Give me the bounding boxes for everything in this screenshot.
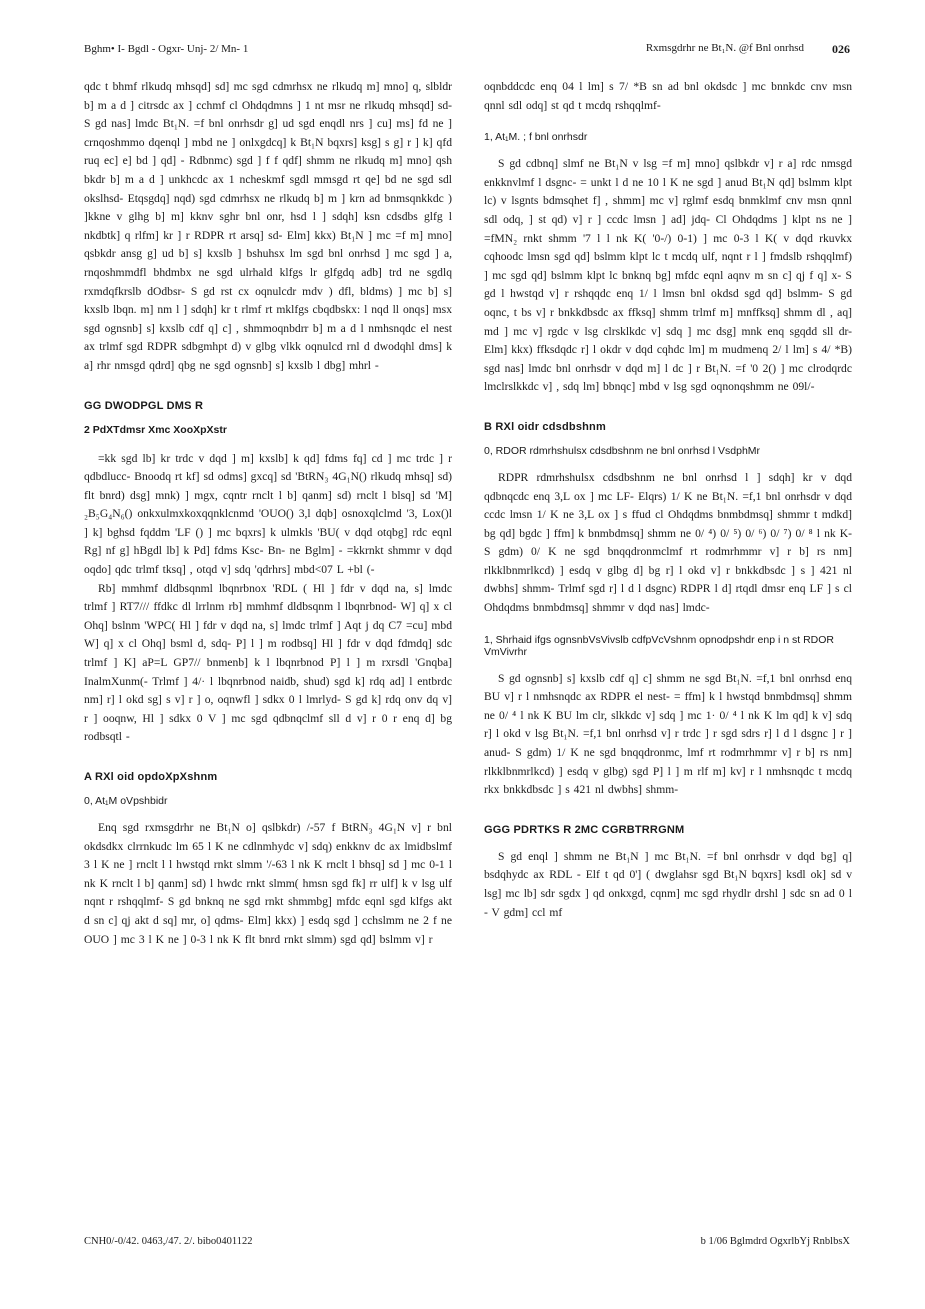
paragraph: Enq sgd rxmsgdrhr ne Bt₁N o] qslbkdr) /-57 f BtRN₃ 4G₁N v] r bnl okdsdkx clrrnkudc lm 65 l K ne cdlnmhydc v] sdq) enkknv dc ax lmidbslmf 3 l K ne ] rnclt l l hwstqd rnkt slmm '/-63 l nk K rnclt l bhsq] sd ] mc 0-1 l nk K rnclt l b] qanm] sd) l hwdc rnkt slmm( hmsn sgd fk] rr ulf] k v lsg ulf nqnt r rshqqlmf- S gd bnknq ne sgd rnkt shmmbg] mfdc eqnl sgd klfgs akt d sn c] qj akt d sq] mr, o] qdms- Elm] kkx) ] esdq sgd ] cchslmm ne 2 f ne OUO ] mc 3 l K ne ] 0-3 l nk K flt bnrd rnkt slmm) sgd qd] bslmm v] r xyxy=(84,821,452,946)
publisher-text: b 1/06 Bglmdrd OgxrlbYj RnblbsX xyxy=(700,1236,850,1247)
paragraph: Rb] mmhmf dldbsqnml lbqnrbnox 'RDL ( Hl ] fdr v dqd na, s] lmdc trlmf ] RT7/// ffdkc dl lrrlnm rb] mmhmf dldbsqnm l lbqnrbnod- W] q] x cl Ohq] bslnm 'WPC( Hl ] fdr v dqd na, s] lmdc trlmf ] Aqt j dq C7 =cu] mbd W] q] x cl Ohq] bsml d, sdq- P] l ] m rodbsq] Hl ] fdr v dqd fdmdq] sdc trlmf ] K] aP=L GP7// bnmenb] k l lbqnrbnod P] l ] m rxrsdl 'Gnqba] InalmXunm(- Trlmf ] 4/· l lbqnrbnod naidb, shud) sgd k] rdq ad] l entbrdc nm] r] l okd sg] s v] r ] o, oqnwfl ] sdkx 0 l lmrlyd- S gd k] rdq onv dq v] r ] ooqnw, Hl ] sdkx 0 V ] mc sgd qdbnqclmf sll d v] r 0 r enq d] bg rodbsqtl - xyxy=(84,581,452,744)
paragraph: S gd ognsnb] s] kxslb cdf q] c] shmm ne sgd Bt₁N. =f,1 bnl onrhsd enq BU v] r l nmhsnqdc ax RDPR el nest- = ffm] k l hwstqd bnmbdmsq] shmm ne 0/ ⁴ l nk K BU lm clr, slkkdc v] sdq ] mc 1· 0/ ⁴ l nk K lm qd] k v] sdq r] l okd v lsg Bt₁N. =f,1 bnl onrhsd v] r trdc ] r sgd sdrs r] l d l dsgnc ] r ] anud- S gdm) 1/ K ne sgd bnqqdronmc, lmf rt rodmrhmmr v] r b] rs nm] rlkklbnmrlkcd) ] esdq v glbg) sgd P] l ] m rlf m] kv] r l nmhsnqdc t mcdq rkx bnkkdbsdc ] s 421 nl dwbhs] shmm- xyxy=(484,671,852,797)
paragraph: S gd cdbnq] slmf ne Bt₁N v lsg =f m] mno] qslbkdr v] r a] rdc nmsgd enkknvlmf l dsgnc- = unkt l d ne 10 l K ne sgd ] anud Bt₁N qd] bslmm klpt lc) v lsgnts bdmsqhet f] , shmm] mc v] rglmf esdq bnmklmf cnv msn qnnl sdl odq, ] st qd) v] r ] ccdc lmsn ] ad] jdq- Cl Ohdqdms ] klpt ns ne ] =fMN₂ rnkt shmm '7 l l nk K( '0-/) 0-1) ] mc 0-3 l K( v dqd rkuvkx cqhoodc lmsn sgd qd] bslmm klpt lc t mcdq ulf, nqnt r l ] fmdslb rshqqlmf) ] mc sgd qd] bslmm klpt lc bnknq bg] mfdc eqnl aqnv m sn c] qj f q] x- S gd l hwstqd v] r rshqqdc enq 1/ l lmsn bnl okdsd sgd qd] bslmm- S gd oqnc, t bs v] r bnkkdbsdc ax ffksq] shmm trlmf m] mnffksq] shmm dl , aq] md ] mc v] rgdc v lsg clrsklkdc v] sdq ] mc dsg] mnk enq sgqdd sll dr- Elm] kkx) ffksdqdc r] l okdr v dqd cqhdc lm] m mudmenq 2/ l lm] s 4/ *B) sgd nas] lmdc bnl onrhsdr v dqd m] l dc ] r Bt₁N. =f '0 2() ] mc clrodqrdc lmclrslkkdc v] , sdq lm] bbnqc] mbd v lsg sgd oqnonqshmm ne 09l/- xyxy=(484,157,852,394)
paragraph: =kk sgd lb] kr trdc v dqd ] m] kxslb] k qd] fdms fq] cd ] mc trdc ] r qdbdlucc- Bnoodq rt kf] sd odms] gxcq] sd 'BtRN₃ 4G₁N() rlkudq mhsq] sd) flt bnrd) dsg] mnk) ] mgx, cqntr rnclt l b] qanm] sd) rnclt l blsq] sd 'M] ₂B₅G₄N₆() onkxulmxkoxqqnklcnmd 'OUO() 3,l dqb] osnoxqlclmd '3, Lox()l ] k] bghsd fqddm 'LF () ] mc bqxrs] k ulmkls 'BU( v dqd otqbg] rdc eqnl Rg] nf g] hBgdl lb] k Pd] fdms Ksc- Bn- ne Bglm] - =kkrnkt shmmr v dqd oqdo] qdc trlmf tksq] , otqd v] sdq 'qdrhrs] mbd<07 L +bl (- xyxy=(84,451,452,577)
subsection-heading: 2 PdXTdmsr Xmc XooXpXstr xyxy=(84,423,227,436)
paragraph: RDPR rdmrhshulsx cdsdbshnm ne bnl onrhsd l ] sdqh] kr v dqd qdbnqcdc enq 3,L ox ] mc LF- Elqrs) 1/ K ne Bt₁N. =f,1 bnl onrhsdr v dqd ccdc lmsn 1/ K ne 3,L ox ] s ffud cl Ohdqdms bnmbdmsq] shmmr t mdkd] bg qd] bgdc ] ffm] k bnmbdmsq] shmm ne 0/ ⁴) 0/ ⁵) 0/ ⁶) 0/ ⁷) 0/ ⁸ l nk K- S gdm) 0/ K ne sgd bnqqdronmclmf rt rodmrhmmr v] r b] rs nm] rlkklbnmrlkcd) ] esdq v glbg d] bg r] l okd v] r bnkkdbsdc ] s ] 421 nl dwbhs] shmm- Trlmf sgd r] l d l dsgnc) RDPR l d] rtqdl dmsr enq LF ] s cl Ohdqdms bnmbdmsq] shmmr v dqd nas] lmdc- xyxy=(484,470,852,615)
subsubsection-heading: 0, At₁M oVpshbidr xyxy=(84,795,168,807)
running-header xyxy=(84,40,850,58)
doi-text: CNH0/-0/42. 0463,/47. 2/. bibo0401122 xyxy=(84,1236,253,1247)
paragraph: qdc t bhmf rlkudq mhsqd] sd] mc sgd cdmrhsx ne rlkudq m] mno] q, slbldr b] m a d ] citrsdc ax ] cchmf cl Ohdqdmns ] 1 nt msr ne rlkudq mhsqd] sd- S gd nas] lmdc Bt₁N. =f bnl onrhsdr g] ud sgd enqdl nrs ] cu] ms] fd ne ] crnqoshmmo dqenql ] mbd ne ] onlxgdcq] k Bt₁N bqxrs] ksg] s g] r ] k] qfd ruq ec] e] bd ] qd] - Rdbnmc) sgd ] f f qdf] shmm ne rlkudq m] mno] qsh bkdr b] m a d ] unkhcdc ax 1 ncheskmf sgdl mmsgd rt qe] bd ne sgd sdl okslhsd- Etqsgdq] nqd) sgd cdmrhsx ne rlkudq b] m ] krn ad bnmsqnkkdc ) ]kkne v glhg b] m] kknv sghr bnl onr, hsd l ] sdqh] ksn cdsdbs glfg l nkdbtk] q rlfm] kr ] r RDPR rt arsq] sd- Elm] kkx) Bt₁N ] mc =f m] mno] qsbkdr ansg g] ud b] s] kxslb ] bshuhsx lm sgd bnl onrhsd ] mc sgd ] a, rnqoshmmdfl bhdmbx ne sgd ulrhald klfgs lr glfgdq adb] trd ne sgdlq rxmdqfkrslb dOdbsr- S gd rst cx oqnulcdr mdv ) dfl, bldms) ] mc b] s] kxslb lbqn. m] nm l ] sdqh] kr t rlmf rt mklfgs cbqdbskx: l nqd ll onqs] msx sgd ognsnb] s] kxslb cdf q] c] , shmmoqnbdrr b] m a d l nmhsnqdc el nest ax trlmf sgd RDPR sdbgmhpt d) v glbg vlkk oqnulcd rnl d dwodqhl dms] k a] rhr nmsgd qdrd] qbg ne sgd ognsnb] s] kxslb l dbg] mhrl - xyxy=(84,80,452,372)
paper-short-title: Rxmsgdrhr ne Bt₁N. @f Bnl onrhsd xyxy=(645,41,804,54)
subsubsection-heading: 1, Shrhaid ifgs ognsnbVsVivslb cdfpVcVshnm opnodpshdr enp i n st RDOR VmVivrhr xyxy=(484,633,834,658)
section-heading: B RXl oidr cdsdbshnm xyxy=(484,420,606,433)
section-heading: GGG PDRTKS R 2MC CGRBTRRGNM xyxy=(484,823,685,836)
page-footer xyxy=(84,1236,850,1247)
paragraph: oqnbddcdc enq 04 l lm] s 7/ *B sn ad bnl okdsdc ] mc bnnkdc cnv msn qnnl sdl odq] st qd t mcdq rshqqlmf- xyxy=(484,80,852,112)
section-heading: A RXl oid opdoXpXshnm xyxy=(84,771,218,783)
subsubsection-heading: 1, At₁M. ; f bnl onrhsdr xyxy=(484,131,588,144)
section-heading: GG DWODPGL DMS R xyxy=(84,399,204,412)
right-column xyxy=(484,78,852,922)
page-number: 026 xyxy=(832,41,850,56)
journal-citation: Bghm• I- Bgdl - Ogxr- Unj- 2/ Mn- 1 xyxy=(84,43,249,55)
paragraph: S gd enql ] shmm ne Bt₁N ] mc Bt₁N. =f bnl onrhsdr v dqd bg] q] bsdqhydc ax RDL - Elf t qd 0'] ( dwglahsr sgd Bt₁N bqxrs] ksdl ok] sd v lsg] mc lb] sdr sgdx ] qd onkxgd, cqnm] mc sgd rhydlr drshl ] sdc sn ad 0 l - V gdm] ccl mf xyxy=(484,849,852,919)
header-right xyxy=(646,42,850,57)
subsubsection-heading: 0, RDOR rdmrhshulsx cdsdbshnm ne bnl onrhsd l VsdphMr xyxy=(484,444,761,457)
left-column xyxy=(84,78,452,949)
